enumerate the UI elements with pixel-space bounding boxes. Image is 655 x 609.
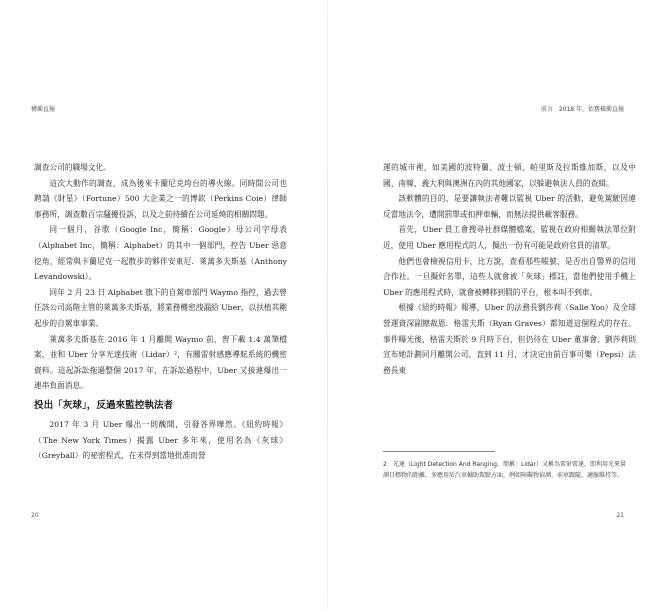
paragraph: 首先，Uber 員工會搜尋社群媒體檔案，監視在政府相關執法單位附近，使用 Uber 應用程式的人，擬出一份有可能是政府官員的清單。	[383, 225, 636, 250]
left-page	[0, 0, 327, 609]
paragraph: 該軟體的目的，是要讓執法者難以監視 Uber 的活動，避免駕駛因違反當地法令，遭開罰單或扣押車輛，而無法提供載客服務。	[383, 194, 636, 219]
left-body-text	[34, 160, 287, 464]
paragraph: 同一個月，谷歌（Google Inc，簡稱：Google）母公司字母表（Alphabet Inc，簡稱：Alphabet）的其中一個部門，控告 Uber 惡意挖角，經常與卡蘭尼克一起散步的夥伴安東尼．萊萬多夫斯基（Anthony Levandowski）。	[34, 225, 287, 282]
paragraph: 萊萬多夫斯基在 2016 年 1 月離開 Waymo 前，曾下載 1.4 萬筆檔案，並和 Uber 分享光達技術（Lidar）²，有關雷射感應導航系統的機密資料。這起訴訟拖過整個 2017 年，在訴訟過程中，Uber 又接連爆出一連串負面消息。	[34, 334, 287, 391]
left-running-header: 構衝直撞	[31, 106, 56, 113]
right-page-number: 21	[616, 512, 624, 519]
paragraph: 他們也會檢視信用卡，比方說，查看那些帳號，是否出自警界的信用合作社。一旦擬好名單，這些人就會被「灰球」標註，當他們使用手機上 Uber 的應用程式時，就會被轉移到假的平台，根本叫不到車。	[383, 256, 636, 297]
paragraph: 2017 年 3 月 Uber 爆出一則醜聞，引發各界嘩然。《紐約時報》（The New York Times）揭露 Uber 多年來，使用名為《灰球》（Greyball）的祕密程式，在未得到當地批准而營	[34, 419, 287, 461]
paragraph: 這次大動作的調查，成為後來卡蘭尼克垮台的導火線。同時間公司也聘請《財星》（Fortune）500 大企業之一的博欽（Perkins Coie）律師事務所，調查數百宗騷擾投訴，以及之前持續在公司延燒的相關問題。	[34, 178, 287, 219]
left-page-number: 20	[31, 512, 39, 519]
right-running-header: 前言 2018 年，依舊橫衝直撞	[540, 106, 624, 113]
paragraph: 根據《紐約時報》報導，Uber 的法務長劉莎莉（Salle Yoo）及全球營運資深副總裁恩．格雷夫斯（Ryan Graves）都知道這個程式的存在。事件曝光後，格雷夫斯於 9 月時下台，但仍待在 Uber 董事會；劉莎莉則宣布她計劃同月離開公司。直到 11 月，才決定由前百事可樂（Pepsi）法務長東	[383, 303, 636, 375]
paragraph: 運的城市裡，如美國的波特蘭、波士頓、帕里斯及拉斯維加斯，以及中國、南韓、義大利與澳洲在內的其他國家，以躲避執法人員的查緝。	[383, 163, 636, 188]
footnote: 2 光達（Light Detection And Ranging，簡稱：Lidar）又稱為雷射雷達，即利用光來量測目標物的距離，多應用於汽車輔助駕駛方面，例如障礙物偵測、前車跟隨、適線維持等。	[383, 461, 626, 479]
paragraph: 調查公司的職場文化。	[34, 163, 111, 172]
section-heading: 投出「灰球」，反過來監控執法者	[34, 399, 174, 411]
right-page	[328, 0, 655, 609]
paragraph: 同年 2 月 23 日 Alphabet 旗下的自駕車部門 Waymo 指控，過去曾任該公司高階主管的萊萬多夫斯基，將業務機密洩漏給 Uber，以扶植其剛起步的自駕車事業。	[34, 287, 287, 328]
right-body-text	[383, 160, 636, 378]
footnote-rule	[383, 451, 495, 452]
